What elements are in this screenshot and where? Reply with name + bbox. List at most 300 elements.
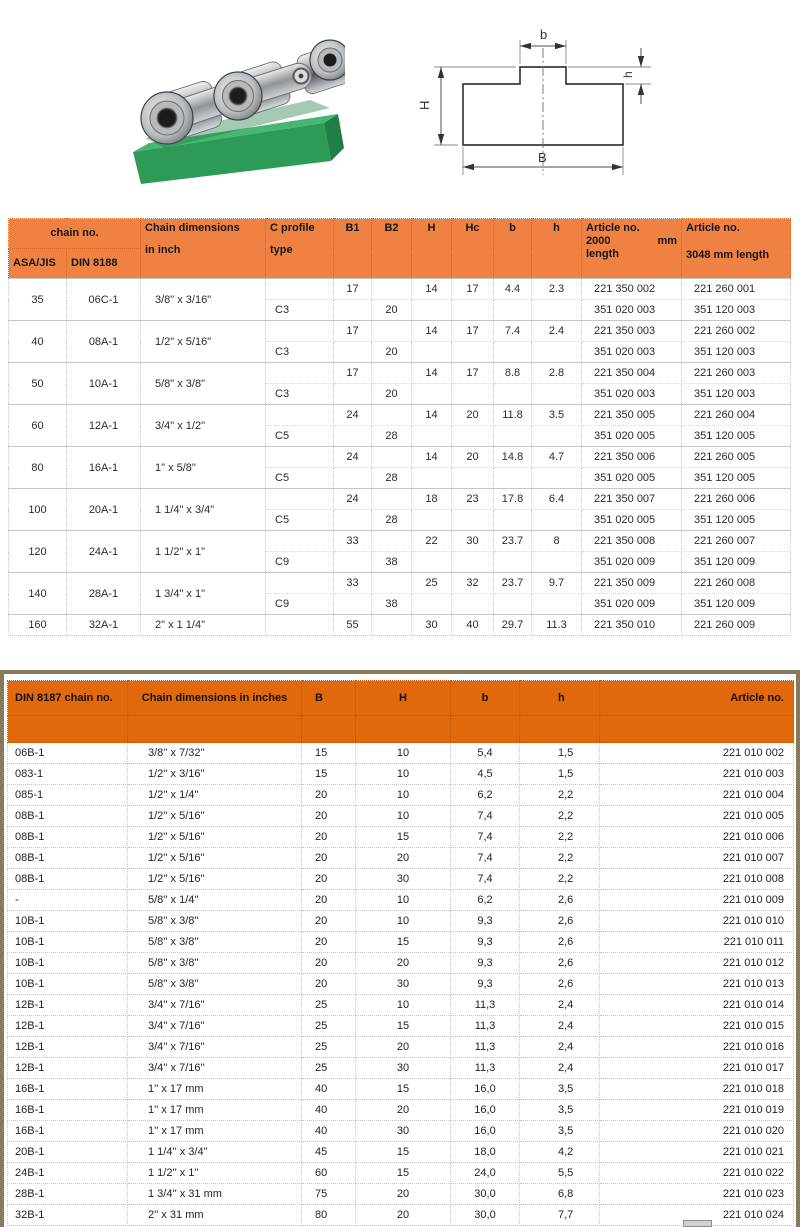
- cell: 221 010 023: [600, 1184, 794, 1205]
- cell: [494, 342, 532, 363]
- cell: 25: [302, 1037, 356, 1058]
- cell: 351 020 003: [582, 384, 682, 405]
- cell: 351 020 009: [582, 552, 682, 573]
- cell: 24B-1: [8, 1163, 128, 1184]
- header-H: H: [412, 219, 452, 279]
- table-row: [8, 785, 794, 806]
- cell: [452, 342, 494, 363]
- cell: [334, 468, 372, 489]
- cell: 221 010 011: [600, 932, 794, 953]
- cell: [412, 384, 452, 405]
- cell: 35: [9, 279, 67, 321]
- cell: 10: [356, 911, 451, 932]
- cell: 12B-1: [8, 995, 128, 1016]
- header-article-3048: [682, 219, 791, 279]
- cell: 221 350 002: [582, 279, 682, 300]
- cell: 20: [302, 827, 356, 848]
- cell: [334, 342, 372, 363]
- cell: 18: [412, 489, 452, 510]
- cell: 3,5: [520, 1121, 600, 1142]
- cell: 6,2: [451, 785, 520, 806]
- cell: 20A-1: [67, 489, 141, 531]
- cell: [412, 510, 452, 531]
- header-chain-no: chain no.: [9, 219, 141, 249]
- cell: 221 350 005: [582, 405, 682, 426]
- cell: 351 120 005: [682, 510, 791, 531]
- cell: 15: [356, 827, 451, 848]
- dim-label-h: h: [621, 71, 635, 78]
- cell: 221 260 001: [682, 279, 791, 300]
- cell: [372, 447, 412, 468]
- header-line: length: [586, 248, 619, 260]
- table-row: [8, 974, 794, 995]
- table-row: [9, 531, 791, 552]
- cell: C3: [266, 384, 334, 405]
- cell: 7.4: [494, 321, 532, 342]
- cell: 2,4: [520, 1037, 600, 1058]
- cell: 16B-1: [8, 1100, 128, 1121]
- din8187-chain-table: [7, 680, 794, 1226]
- cell: [452, 426, 494, 447]
- cell: 351 120 003: [682, 384, 791, 405]
- cell: 9,3: [451, 953, 520, 974]
- cell: 2.3: [532, 279, 582, 300]
- table-row: [8, 827, 794, 848]
- cell: [334, 426, 372, 447]
- cell: [532, 552, 582, 573]
- cell: 10B-1: [8, 953, 128, 974]
- cell: 10: [356, 764, 451, 785]
- cell: 7,7: [520, 1205, 600, 1226]
- cell: 20: [302, 890, 356, 911]
- cell: [372, 573, 412, 594]
- cell: 2" x 1 1/4": [141, 615, 266, 636]
- cell: 1'' x 17 mm: [128, 1121, 302, 1142]
- cell: [334, 594, 372, 615]
- cell: [372, 615, 412, 636]
- header-din8187-chain-no: DIN 8187 chain no.: [8, 681, 128, 716]
- profile-dimension-diagram: [408, 12, 673, 190]
- cell: [372, 279, 412, 300]
- cell: 221 010 013: [600, 974, 794, 995]
- table-row: [8, 743, 794, 764]
- cell: 221 350 009: [582, 573, 682, 594]
- cell: C5: [266, 468, 334, 489]
- header-c-profile-type: [266, 219, 334, 279]
- cell: 24: [334, 447, 372, 468]
- cell: 221 260 004: [682, 405, 791, 426]
- table-row: [9, 615, 791, 636]
- cell: 9,3: [451, 932, 520, 953]
- cell: 221 010 024: [600, 1205, 794, 1226]
- cell: [266, 321, 334, 342]
- table-row: [8, 1184, 794, 1205]
- din8187-table-frame: [0, 670, 800, 1227]
- cell: 2'' x 31 mm: [128, 1205, 302, 1226]
- header-din-8188: DIN 8188: [67, 249, 141, 279]
- cell: 3/4'' x 7/16'': [128, 1016, 302, 1037]
- cell: 221 260 008: [682, 573, 791, 594]
- cell: [334, 300, 372, 321]
- cell: 7,4: [451, 806, 520, 827]
- cell: 15: [356, 1016, 451, 1037]
- cell: 15: [302, 743, 356, 764]
- cell: 2,6: [520, 911, 600, 932]
- cell: 4.7: [532, 447, 582, 468]
- cell: 2,2: [520, 869, 600, 890]
- cell: 221 260 002: [682, 321, 791, 342]
- cell: 1/2'' x 1/4'': [128, 785, 302, 806]
- cell: 38: [372, 552, 412, 573]
- cell: 23.7: [494, 573, 532, 594]
- cell: 351 020 009: [582, 594, 682, 615]
- cell: 221 260 009: [682, 615, 791, 636]
- table-row: [8, 953, 794, 974]
- cell: 7,4: [451, 869, 520, 890]
- cell: 221 350 006: [582, 447, 682, 468]
- cell: 28: [372, 426, 412, 447]
- cell: [266, 573, 334, 594]
- cell: [334, 384, 372, 405]
- cell: 23: [452, 489, 494, 510]
- cell: [494, 426, 532, 447]
- cell: 1/2'' x 5/16'': [128, 806, 302, 827]
- cell: 221 350 003: [582, 321, 682, 342]
- cell: 5,5: [520, 1163, 600, 1184]
- cell: 14: [412, 279, 452, 300]
- cell: 2,2: [520, 827, 600, 848]
- cell: [494, 510, 532, 531]
- header-line: 2000 mm: [586, 235, 677, 247]
- cell: 16A-1: [67, 447, 141, 489]
- header-row: [9, 219, 791, 249]
- cell: 5/8" x 3/8": [141, 363, 266, 405]
- header-chain-dimensions: [141, 219, 266, 279]
- cell: [452, 552, 494, 573]
- cell: 120: [9, 531, 67, 573]
- cell: 085-1: [8, 785, 128, 806]
- cell: 221 010 004: [600, 785, 794, 806]
- cell: 11.8: [494, 405, 532, 426]
- cell: [412, 552, 452, 573]
- table-row: [8, 806, 794, 827]
- cell: 20: [372, 342, 412, 363]
- cell: 20: [356, 1037, 451, 1058]
- cell: 30: [356, 1058, 451, 1079]
- cell: 351 120 005: [682, 468, 791, 489]
- table-row: [8, 1058, 794, 1079]
- cell: 10A-1: [67, 363, 141, 405]
- cell: [532, 510, 582, 531]
- chain-roller: [141, 92, 193, 144]
- cell: [532, 594, 582, 615]
- cell: [494, 384, 532, 405]
- cell: 3/4'' x 7/16'': [128, 995, 302, 1016]
- table-row: [8, 1121, 794, 1142]
- cell: 1,5: [520, 764, 600, 785]
- cell: 2,2: [520, 806, 600, 827]
- table-row: [8, 1037, 794, 1058]
- header-B: B: [302, 681, 356, 716]
- cell: 30: [356, 869, 451, 890]
- table-row: [8, 1205, 794, 1226]
- table-row: [9, 447, 791, 468]
- cell: 14.8: [494, 447, 532, 468]
- cell: 6.4: [532, 489, 582, 510]
- header-line: Article no.: [586, 222, 640, 234]
- cell: 221 010 002: [600, 743, 794, 764]
- header-row: [8, 681, 794, 716]
- cell: 40: [9, 321, 67, 363]
- dimension-lines: [441, 46, 641, 167]
- cell: 20: [302, 932, 356, 953]
- cell: 1" x 5/8": [141, 447, 266, 489]
- cell: 2,6: [520, 890, 600, 911]
- cell: 80: [302, 1205, 356, 1226]
- cell: 11,3: [451, 995, 520, 1016]
- cell: 221 010 014: [600, 995, 794, 1016]
- cell: [372, 531, 412, 552]
- cell: 20: [372, 384, 412, 405]
- header-line: C profile: [270, 222, 315, 234]
- header-b: b: [451, 681, 520, 716]
- cell: 16,0: [451, 1100, 520, 1121]
- cell: 33: [334, 573, 372, 594]
- cell: 22: [412, 531, 452, 552]
- table1-header: [9, 219, 791, 279]
- cell: 16B-1: [8, 1079, 128, 1100]
- cell: 221 260 007: [682, 531, 791, 552]
- cell: 24A-1: [67, 531, 141, 573]
- cell: 221 010 008: [600, 869, 794, 890]
- cell: 55: [334, 615, 372, 636]
- cell: 351 020 005: [582, 468, 682, 489]
- cell: 20: [452, 447, 494, 468]
- cell: 17: [334, 321, 372, 342]
- cell: 1/2'' x 5/16'': [128, 848, 302, 869]
- cell: 06B-1: [8, 743, 128, 764]
- cell: 38: [372, 594, 412, 615]
- cell: 2,6: [520, 974, 600, 995]
- cell: 14: [412, 363, 452, 384]
- cell: 3,5: [520, 1100, 600, 1121]
- cell: 3,5: [520, 1079, 600, 1100]
- cell: 24: [334, 405, 372, 426]
- cell: 4.4: [494, 279, 532, 300]
- cell: 20: [356, 953, 451, 974]
- cell: 75: [302, 1184, 356, 1205]
- cell: 12B-1: [8, 1058, 128, 1079]
- cell: [266, 489, 334, 510]
- cell: 08B-1: [8, 806, 128, 827]
- cell: [452, 594, 494, 615]
- cell: 2,6: [520, 953, 600, 974]
- cell: [266, 279, 334, 300]
- cell: 2,6: [520, 932, 600, 953]
- dim-label-B: B: [538, 150, 547, 165]
- dim-label-H: H: [417, 100, 432, 110]
- table2-body: [8, 743, 794, 1226]
- cell: 16,0: [451, 1079, 520, 1100]
- cell: 30,0: [451, 1184, 520, 1205]
- cell: 2,4: [520, 1058, 600, 1079]
- cell: 1 1/4'' x 3/4'': [128, 1142, 302, 1163]
- cell: 08B-1: [8, 827, 128, 848]
- table-row: [8, 911, 794, 932]
- cell: 24: [334, 489, 372, 510]
- header-spacer-cell: [520, 716, 600, 743]
- cell: 1 3/4'' x 31 mm: [128, 1184, 302, 1205]
- cell: 45: [302, 1142, 356, 1163]
- cell: 6,2: [451, 890, 520, 911]
- cell: 10B-1: [8, 974, 128, 995]
- cell: [334, 552, 372, 573]
- cell: 12A-1: [67, 405, 141, 447]
- cell: 20: [356, 1205, 451, 1226]
- table-row: [8, 1079, 794, 1100]
- cell: 20: [452, 405, 494, 426]
- table-row: [8, 1142, 794, 1163]
- cell: [494, 594, 532, 615]
- cell: 083-1: [8, 764, 128, 785]
- table-row: [8, 1016, 794, 1037]
- cell: 25: [412, 573, 452, 594]
- cell: 14: [412, 321, 452, 342]
- cell: 221 260 005: [682, 447, 791, 468]
- cell: [532, 426, 582, 447]
- cell: [266, 615, 334, 636]
- table-row: [9, 489, 791, 510]
- chain-on-profile-photo: [115, 22, 345, 194]
- cell: 2,4: [520, 1016, 600, 1037]
- cell: 60: [302, 1163, 356, 1184]
- cell: 221 010 010: [600, 911, 794, 932]
- cell: 40: [452, 615, 494, 636]
- cell: 15: [356, 932, 451, 953]
- cell: [372, 321, 412, 342]
- cell: [266, 447, 334, 468]
- cell: 16B-1: [8, 1121, 128, 1142]
- cell: 221 350 007: [582, 489, 682, 510]
- cell: 15: [302, 764, 356, 785]
- cell: 20: [302, 953, 356, 974]
- cell: C5: [266, 510, 334, 531]
- cell: 11.3: [532, 615, 582, 636]
- cell: 5/8'' x 3/8'': [128, 911, 302, 932]
- cell: [412, 426, 452, 447]
- cell: [412, 342, 452, 363]
- header-b2: B2: [372, 219, 412, 279]
- table-row: [9, 363, 791, 384]
- cell: C9: [266, 552, 334, 573]
- cell: 10: [356, 890, 451, 911]
- cell: 32B-1: [8, 1205, 128, 1226]
- cell: 20: [372, 300, 412, 321]
- cell: 10: [356, 806, 451, 827]
- header-line: 3048 mm length: [686, 249, 770, 261]
- cell: [412, 594, 452, 615]
- cell: 351 120 003: [682, 342, 791, 363]
- cell: 221 010 020: [600, 1121, 794, 1142]
- cell: [412, 300, 452, 321]
- cell: C5: [266, 426, 334, 447]
- table-row: [8, 1163, 794, 1184]
- cell: 8: [532, 531, 582, 552]
- cell: 5/8'' x 3/8'': [128, 953, 302, 974]
- cell: 10: [356, 995, 451, 1016]
- cell: 20: [302, 911, 356, 932]
- cell: 20: [302, 806, 356, 827]
- cell: [266, 405, 334, 426]
- table-row: [8, 995, 794, 1016]
- table-row: [8, 890, 794, 911]
- cell: [412, 468, 452, 489]
- cell: 06C-1: [67, 279, 141, 321]
- cell: 28A-1: [67, 573, 141, 615]
- table-row: [9, 405, 791, 426]
- header-b1: B1: [334, 219, 372, 279]
- cell: 351 020 005: [582, 510, 682, 531]
- scrollbar-handle[interactable]: [683, 1220, 712, 1227]
- cell: 30: [452, 531, 494, 552]
- cell: 5/8'' x 1/4'': [128, 890, 302, 911]
- cell: 14: [412, 447, 452, 468]
- header-H: H: [356, 681, 451, 716]
- cell: 40: [302, 1079, 356, 1100]
- cell: 2.4: [532, 321, 582, 342]
- cell: 1 1/2'' x 1'': [128, 1163, 302, 1184]
- cell: 221 010 012: [600, 953, 794, 974]
- cell: 29.7: [494, 615, 532, 636]
- table-row: [9, 321, 791, 342]
- cell: [494, 552, 532, 573]
- cell: 15: [356, 1079, 451, 1100]
- header-b: b: [494, 219, 532, 279]
- cell: 221 010 003: [600, 764, 794, 785]
- cell: 221 010 022: [600, 1163, 794, 1184]
- cell: 24,0: [451, 1163, 520, 1184]
- cell: 33: [334, 531, 372, 552]
- cell: 15: [356, 1163, 451, 1184]
- cell: 2,4: [520, 995, 600, 1016]
- table-row: [8, 764, 794, 785]
- cell: 20: [356, 1184, 451, 1205]
- cell: 17: [334, 363, 372, 384]
- cell: 6,8: [520, 1184, 600, 1205]
- cell: 10: [356, 743, 451, 764]
- cell: 08B-1: [8, 869, 128, 890]
- cell: [452, 384, 494, 405]
- cell: 351 020 003: [582, 342, 682, 363]
- cell: 80: [9, 447, 67, 489]
- cell: 12B-1: [8, 1037, 128, 1058]
- cell: [266, 531, 334, 552]
- cell: 20: [302, 974, 356, 995]
- chain-roller: [214, 72, 262, 120]
- cell: [334, 510, 372, 531]
- cell: C9: [266, 594, 334, 615]
- header-spacer-cell: [451, 716, 520, 743]
- cell: 18,0: [451, 1142, 520, 1163]
- cell: 25: [302, 1016, 356, 1037]
- cell: 221 350 008: [582, 531, 682, 552]
- cell: 30: [412, 615, 452, 636]
- cell: 221 010 007: [600, 848, 794, 869]
- cell: 60: [9, 405, 67, 447]
- cell: 11,3: [451, 1016, 520, 1037]
- cell: [532, 342, 582, 363]
- cell: 351 020 003: [582, 300, 682, 321]
